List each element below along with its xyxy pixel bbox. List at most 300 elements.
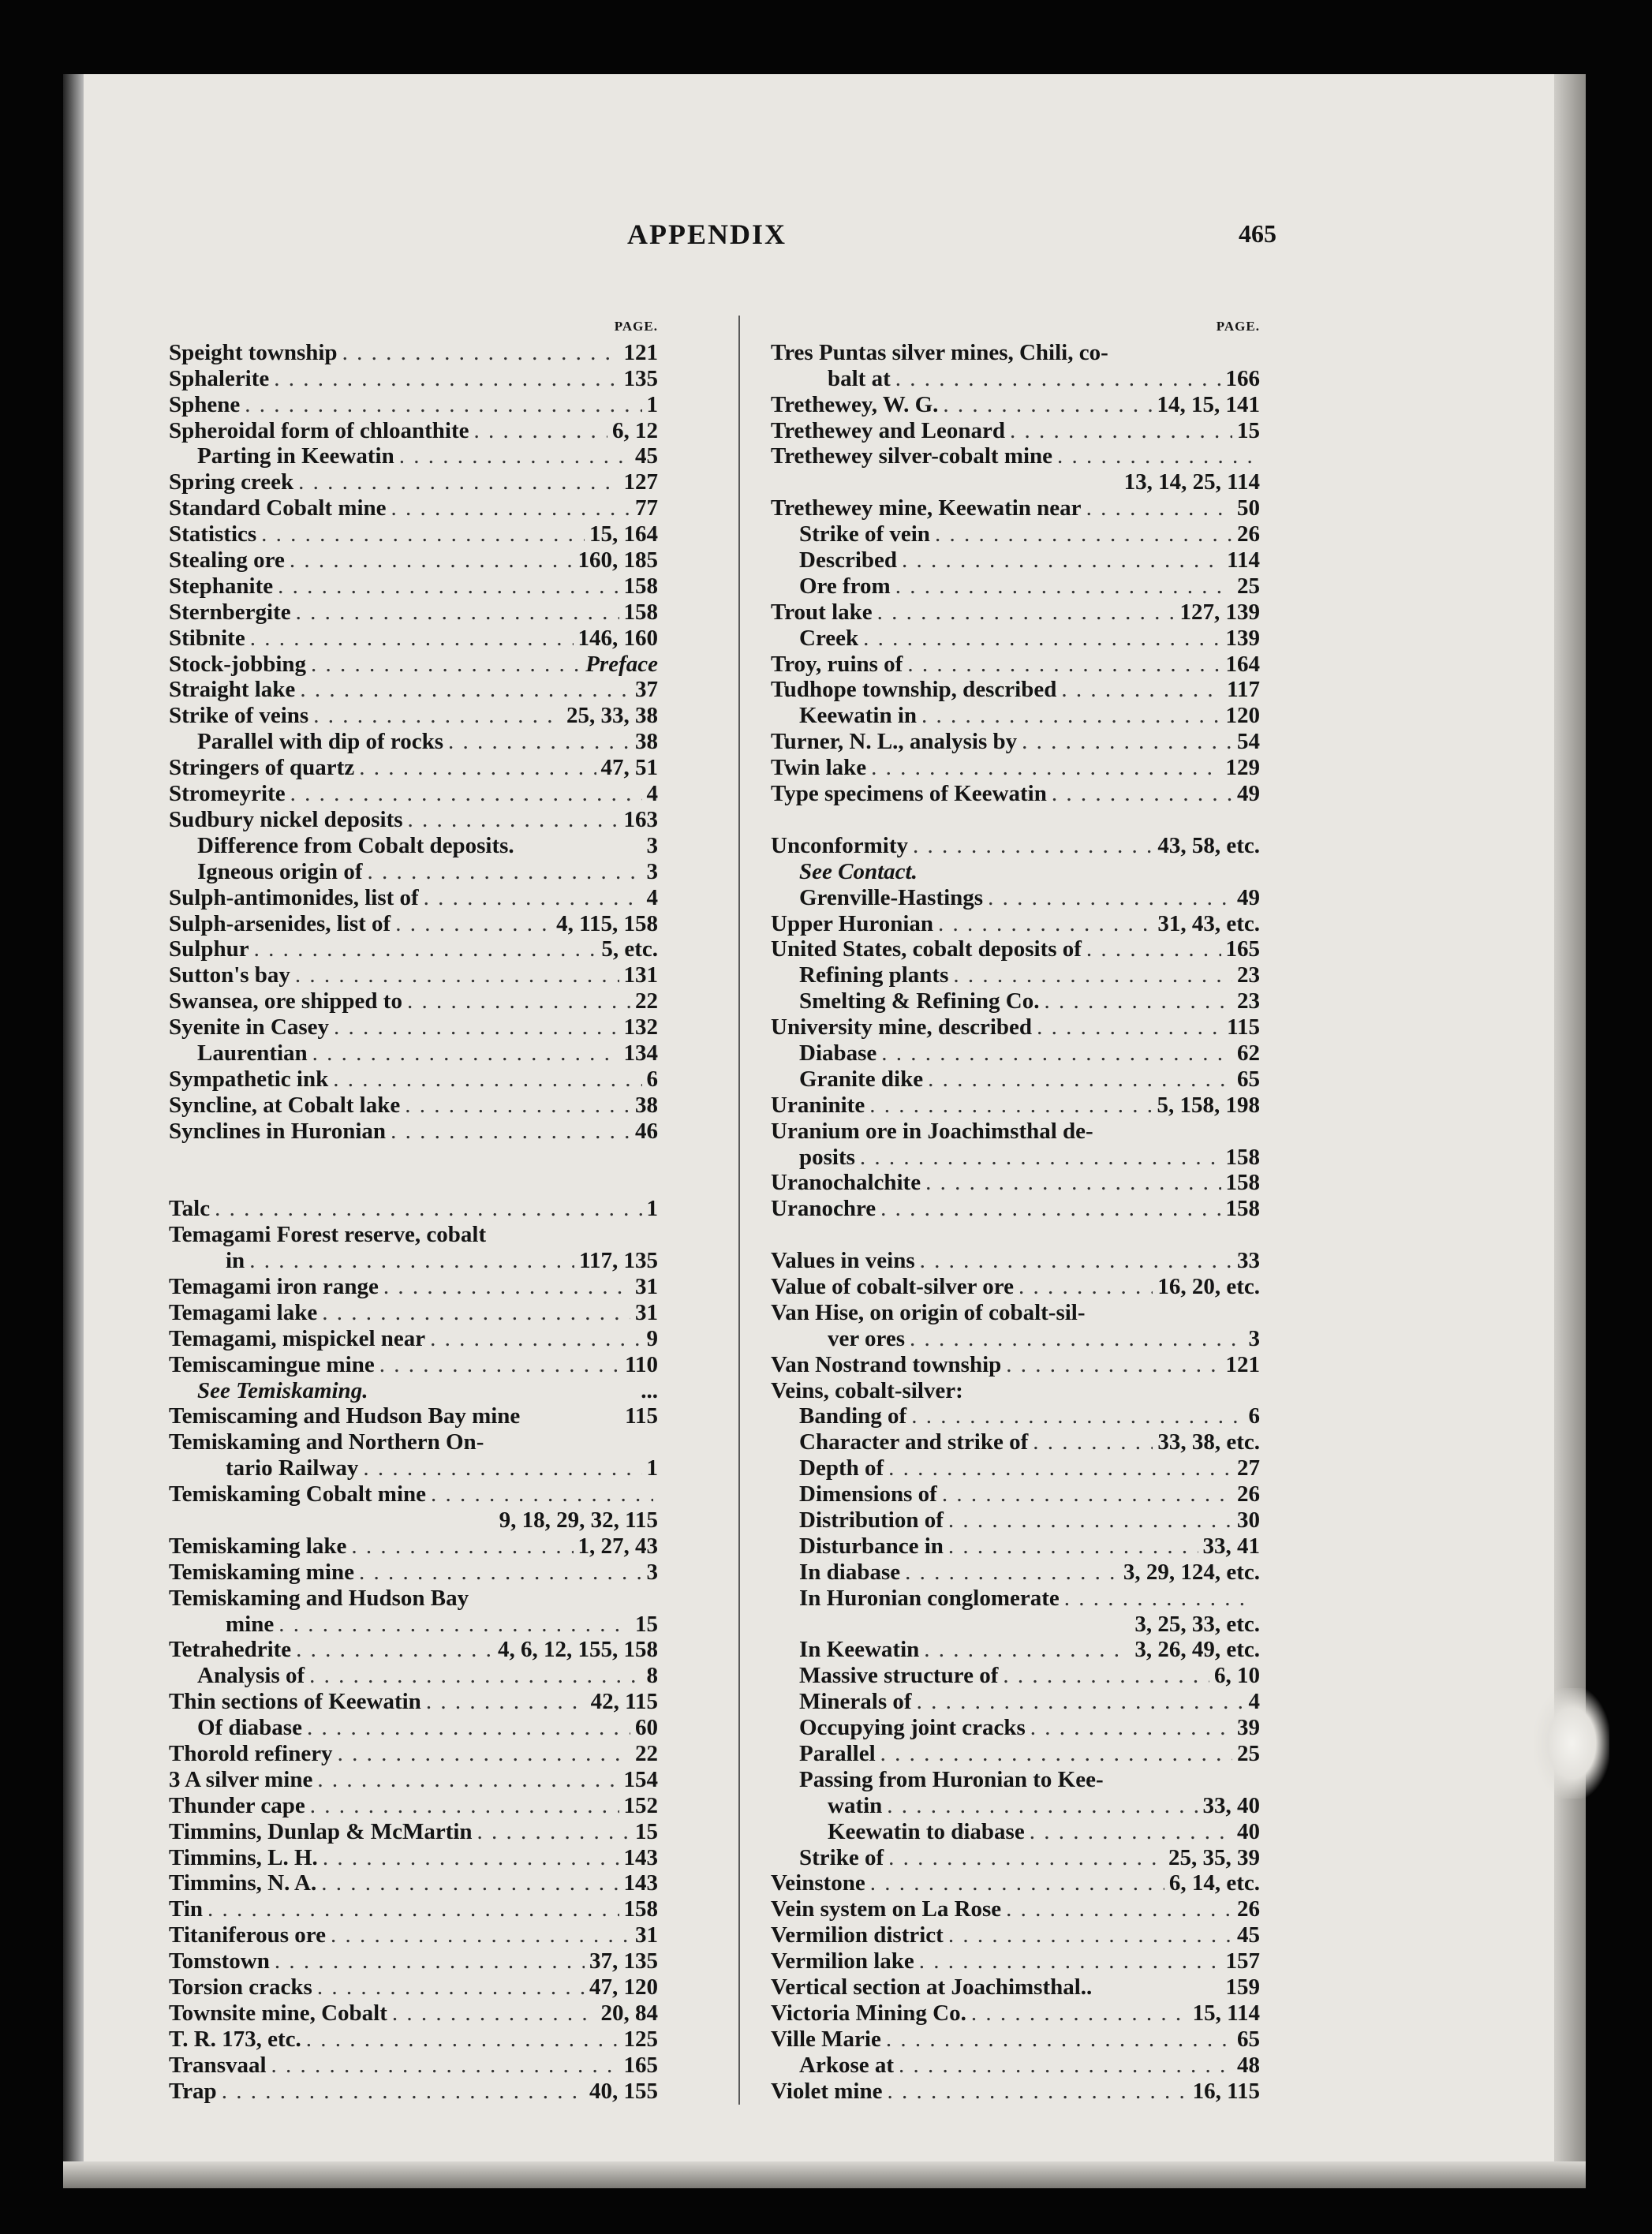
- index-subentry: [771, 1741, 1260, 1767]
- index-entry: [169, 1222, 658, 1248]
- index-page-numbers: 40, 155: [589, 2078, 658, 2104]
- dot-leader: [870, 1870, 1164, 1896]
- index-term: Stealing ore: [169, 547, 285, 573]
- dot-leader: [1033, 1429, 1153, 1455]
- index-term: Banding of: [799, 1403, 907, 1429]
- index-entry: [771, 392, 1260, 418]
- index-entry: [169, 1689, 658, 1715]
- index-page-numbers: 26: [1237, 1481, 1260, 1507]
- dot-leader: [321, 1870, 619, 1896]
- index-page-numbers: 3: [646, 1559, 658, 1585]
- index-subentry: [771, 1637, 1260, 1663]
- dot-leader: [911, 1403, 1243, 1429]
- index-entry: [169, 1845, 658, 1871]
- dot-leader: [331, 1922, 630, 1948]
- dot-leader: [1045, 988, 1233, 1014]
- dot-leader: [430, 1326, 641, 1352]
- dot-leader: [222, 2079, 585, 2105]
- dot-leader: [895, 366, 1221, 392]
- dot-leader: [877, 600, 1175, 626]
- dot-leader: [312, 1040, 619, 1067]
- dot-leader: [298, 469, 619, 495]
- index-term: Described: [799, 547, 898, 573]
- index-entry: [771, 443, 1260, 469]
- index-subentry: [771, 1560, 1260, 1586]
- dot-leader: [317, 1767, 619, 1793]
- dot-leader: [379, 1352, 620, 1378]
- index-subentry: [771, 1455, 1260, 1481]
- index-term: Keewatin to diabase: [828, 1818, 1025, 1844]
- index-entry: [771, 1170, 1260, 1196]
- index-entry: [169, 573, 658, 600]
- index-term: Tin: [169, 1896, 204, 1922]
- index-page-numbers: 4, 115, 158: [556, 910, 658, 936]
- index-term: Igneous origin of: [197, 858, 363, 884]
- index-term: In Huronian conglomerate: [799, 1585, 1060, 1611]
- index-subentry: [771, 1326, 1260, 1352]
- index-page-numbers: 158: [623, 573, 658, 599]
- index-entry: [169, 1741, 658, 1767]
- index-page-numbers: ...: [641, 1377, 658, 1403]
- index-term: Stephanite: [169, 573, 274, 599]
- dot-leader: [921, 703, 1220, 729]
- index-page-numbers: 127: [623, 469, 658, 495]
- index-term: Temagami iron range: [169, 1273, 379, 1299]
- index-entry: [169, 1534, 658, 1560]
- dot-leader: [311, 652, 581, 678]
- index-term: Unconformity: [771, 832, 908, 858]
- index-term: Sphene: [169, 391, 241, 417]
- index-entry: [169, 652, 658, 678]
- index-entry: [771, 2027, 1260, 2053]
- dot-leader: [290, 547, 574, 573]
- dot-leader: [928, 1067, 1232, 1093]
- index-subentry: [771, 1481, 1260, 1507]
- index-term: Veins, cobalt-silver:: [771, 1377, 963, 1403]
- index-subentry: [169, 1663, 658, 1689]
- index-term: Distribution of: [799, 1507, 944, 1533]
- index-page-numbers: 4, 6, 12, 155, 158: [498, 1637, 658, 1663]
- index-term: Type specimens of Keewatin: [771, 781, 1047, 807]
- index-entry: [169, 1560, 658, 1586]
- index-term: In Keewatin: [799, 1637, 920, 1663]
- index-column-right: [771, 314, 1260, 2104]
- index-term: Laurentian: [197, 1040, 308, 1066]
- index-entry-page-continuation: 13, 14, 25, 114: [1123, 469, 1260, 495]
- index-term: United States, cobalt deposits of: [771, 936, 1082, 962]
- dot-leader: [948, 1534, 1198, 1560]
- dot-leader: [392, 2001, 596, 2027]
- dot-leader: [448, 729, 630, 755]
- index-page-numbers: 30: [1237, 1507, 1260, 1533]
- index-page-numbers: 117, 135: [579, 1248, 658, 1274]
- dot-leader: [426, 1689, 586, 1715]
- index-term: Difference from Cobalt deposits.: [197, 832, 514, 858]
- index-subentry: [771, 1793, 1260, 1819]
- index-entry: [771, 2001, 1260, 2027]
- index-page-numbers: 43, 58, etc.: [1157, 832, 1260, 858]
- dot-leader: [278, 573, 619, 600]
- index-term: Uranochalchite: [771, 1170, 921, 1196]
- index-subentry: [771, 1040, 1260, 1067]
- index-page-numbers: 33, 40: [1202, 1792, 1260, 1818]
- index-term: Sphalerite: [169, 365, 270, 391]
- dot-leader: [943, 392, 1152, 418]
- index-page-numbers: 3: [646, 858, 658, 884]
- dot-leader: [290, 781, 642, 807]
- index-page-numbers: 22: [635, 1741, 658, 1766]
- dot-leader: [408, 807, 619, 833]
- index-entry: [169, 703, 658, 729]
- index-page-numbers: 9: [646, 1325, 658, 1351]
- index-entry: [771, 600, 1260, 626]
- index-entry: [169, 2001, 658, 2027]
- index-column-left: [169, 314, 658, 2104]
- index-term: Twin lake: [771, 755, 867, 781]
- index-term: Temiskaming mine: [169, 1559, 354, 1585]
- index-term: Violet mine: [771, 2078, 883, 2104]
- index-term: See Contact.: [799, 858, 918, 884]
- index-page-numbers: 114: [1227, 547, 1260, 573]
- dot-leader: [1086, 495, 1232, 521]
- index-term: Stromeyrite: [169, 781, 286, 807]
- dot-leader: [278, 1612, 630, 1638]
- index-page-numbers: 157: [1225, 1948, 1260, 1974]
- dot-leader: [953, 962, 1232, 988]
- index-subentry: [771, 1067, 1260, 1093]
- index-term: Of diabase: [197, 1715, 302, 1741]
- index-term: Tudhope township, described: [771, 677, 1057, 703]
- index-entry: [169, 1274, 658, 1300]
- index-entry: [771, 1119, 1260, 1145]
- index-entry: [169, 2027, 658, 2053]
- column-divider: [738, 316, 740, 2105]
- index-subentry: [771, 988, 1260, 1014]
- dot-leader: [207, 1896, 619, 1922]
- index-entry: [169, 1196, 658, 1222]
- index-subentry: [771, 2053, 1260, 2079]
- index-page-numbers: 3: [646, 832, 658, 858]
- dot-leader: [1018, 1274, 1153, 1300]
- index-term: Temagami lake: [169, 1299, 318, 1325]
- index-page-numbers: 15: [635, 1611, 658, 1637]
- index-page-numbers: 131: [623, 962, 658, 988]
- index-page-numbers: 46: [635, 1118, 658, 1144]
- index-term: Straight lake: [169, 677, 296, 703]
- index-page-numbers: 8: [646, 1663, 658, 1689]
- index-term: balt at: [828, 365, 891, 391]
- index-term: Arkose at: [799, 2052, 895, 2078]
- dot-leader: [886, 2027, 1232, 2053]
- dot-leader: [1010, 418, 1232, 444]
- index-page-numbers: 47, 120: [589, 1974, 658, 2001]
- index-page-numbers: 146, 160: [577, 625, 658, 651]
- dot-leader: [317, 1974, 585, 2001]
- index-page-numbers: 20, 84: [600, 2000, 658, 2026]
- index-page-numbers: 4: [646, 781, 658, 807]
- index-entry: [169, 1093, 658, 1119]
- index-page-numbers: 110: [625, 1351, 658, 1377]
- dot-leader: [948, 1922, 1232, 1948]
- dot-leader: [938, 911, 1153, 937]
- index-entry: [169, 1793, 658, 1819]
- dot-leader: [245, 392, 641, 418]
- index-page-numbers: 6, 14, etc.: [1168, 1870, 1260, 1896]
- index-subentry: [169, 859, 658, 885]
- index-term: Uraninite: [771, 1092, 865, 1118]
- index-term: Temiskaming lake: [169, 1533, 347, 1559]
- index-term: Trap: [169, 2078, 217, 2104]
- index-subentry: [771, 366, 1260, 392]
- dot-leader: [913, 833, 1153, 859]
- page-edge-bottom: [63, 2161, 1586, 2188]
- index-page-numbers: 143: [623, 1870, 658, 1896]
- index-page-numbers: 31: [635, 1273, 658, 1299]
- index-page-numbers: 143: [623, 1844, 658, 1870]
- index-page-numbers: 39: [1237, 1715, 1260, 1741]
- index-term: Talc: [169, 1196, 211, 1222]
- index-term: Strike of vein: [799, 521, 930, 547]
- index-term: Stock-jobbing: [169, 651, 307, 677]
- index-term: Upper Huronian: [771, 910, 934, 936]
- dot-leader: [880, 1196, 1220, 1222]
- index-page-numbers: 129: [1225, 755, 1260, 781]
- dot-leader: [310, 1793, 619, 1819]
- dot-leader: [971, 2001, 1188, 2027]
- index-entry: [169, 988, 658, 1014]
- index-entry: [169, 1326, 658, 1352]
- index-entry: [169, 1119, 658, 1145]
- index-entry: [771, 1014, 1260, 1040]
- index-term: watin: [828, 1792, 883, 1818]
- index-page-numbers: 25: [1237, 1741, 1260, 1766]
- dot-leader: [863, 626, 1220, 652]
- index-entry: [169, 366, 658, 392]
- dot-leader: [888, 1845, 1164, 1871]
- index-page-numbers: 37, 135: [589, 1948, 658, 1974]
- index-page-numbers: 45: [635, 443, 658, 469]
- dot-leader: [333, 1067, 641, 1093]
- dot-leader: [919, 1948, 1221, 1974]
- index-page-numbers: 65: [1237, 2026, 1260, 2052]
- index-page-numbers: 23: [1237, 962, 1260, 988]
- index-page-numbers: 50: [1237, 495, 1260, 521]
- index-entry: [771, 1922, 1260, 1948]
- index-page-numbers: 60: [635, 1715, 658, 1741]
- index-spacer: [771, 1222, 1260, 1248]
- index-term: Temiscamingue mine: [169, 1351, 375, 1377]
- index-term: See Temiskaming.: [197, 1377, 368, 1403]
- index-page-numbers: 45: [1237, 1922, 1260, 1948]
- index-subentry: [771, 547, 1260, 573]
- index-entry-page-continuation: 3, 25, 33, etc.: [1134, 1611, 1260, 1637]
- dot-leader: [383, 1274, 630, 1300]
- index-page-numbers: 38: [635, 1092, 658, 1118]
- index-entry: [771, 1378, 1260, 1404]
- index-entry: [771, 1974, 1260, 2001]
- index-page-numbers: 6: [1248, 1403, 1260, 1429]
- index-term: Townsite mine, Cobalt: [169, 2000, 387, 2026]
- dot-leader: [391, 495, 630, 521]
- index-spacer: [169, 1170, 658, 1196]
- index-page-numbers: 154: [623, 1766, 658, 1792]
- index-entry: [169, 1352, 658, 1378]
- index-term: Trout lake: [771, 599, 873, 625]
- index-term: Statistics: [169, 521, 257, 547]
- index-page-numbers: 152: [623, 1792, 658, 1818]
- index-page-numbers: 22: [635, 988, 658, 1014]
- index-term: Sulphur: [169, 936, 249, 962]
- index-subentry: [771, 1819, 1260, 1845]
- index-term: Refining plants: [799, 962, 949, 988]
- dot-leader: [323, 1845, 619, 1871]
- dot-leader: [295, 962, 619, 988]
- dot-leader: [924, 1637, 1130, 1663]
- dot-leader: [391, 1119, 630, 1145]
- index-term: Grenville-Hastings: [799, 884, 984, 910]
- dot-leader: [881, 1040, 1232, 1067]
- index-page-numbers: 159: [1225, 1974, 1260, 2001]
- index-term: Disturbance in: [799, 1533, 944, 1559]
- dot-leader: [871, 755, 1220, 781]
- index-page-numbers: 15, 114: [1192, 2000, 1260, 2026]
- index-page-numbers: 1: [646, 1455, 658, 1481]
- dot-leader: [935, 521, 1232, 547]
- index-page-numbers: 121: [1225, 1351, 1260, 1377]
- index-entry: [169, 626, 658, 652]
- dot-leader: [351, 1534, 573, 1560]
- index-subentry: [771, 521, 1260, 547]
- index-entry: [771, 1248, 1260, 1274]
- index-term: Temagami Forest reserve, cobalt: [169, 1222, 487, 1248]
- index-entry: [771, 418, 1260, 444]
- index-term: Parallel: [799, 1741, 876, 1766]
- dot-leader: [942, 1481, 1232, 1507]
- dot-leader: [899, 2053, 1232, 2079]
- index-entry: [169, 418, 658, 444]
- index-term: Ore from: [799, 573, 891, 599]
- dot-leader: [342, 340, 619, 366]
- index-term: Trethewey silver-cobalt mine: [771, 443, 1053, 469]
- index-entry: [169, 1014, 658, 1040]
- index-term: Vein system on La Rose: [771, 1896, 1002, 1922]
- index-entry: [771, 677, 1260, 703]
- index-subentry: [771, 1715, 1260, 1741]
- index-page-numbers: 16, 115: [1192, 2078, 1260, 2104]
- index-term: Swansea, ore shipped to: [169, 988, 402, 1014]
- index-entry: [169, 521, 658, 547]
- dot-leader: [254, 936, 597, 962]
- index-entry: [169, 962, 658, 988]
- index-page-numbers: 5, etc.: [601, 936, 658, 962]
- index-page-numbers: 47, 51: [600, 755, 658, 781]
- index-entry: [771, 729, 1260, 755]
- dot-leader: [399, 443, 630, 469]
- index-term: Temiscaming and Hudson Bay mine: [169, 1403, 521, 1429]
- index-subentry: [169, 1715, 658, 1741]
- dot-leader: [405, 1093, 630, 1119]
- index-term: Diabase: [799, 1040, 877, 1066]
- dot-leader: [363, 1455, 641, 1481]
- index-term: Parallel with dip of rocks: [197, 729, 444, 755]
- index-subentry: [169, 443, 658, 469]
- dot-leader: [1030, 1819, 1232, 1845]
- index-entry: [169, 2053, 658, 2079]
- index-term: Uranochre: [771, 1196, 876, 1222]
- dot-leader: [296, 1637, 493, 1663]
- index-page-numbers: 23: [1237, 988, 1260, 1014]
- index-entry: [169, 547, 658, 573]
- index-page-numbers: 4: [646, 884, 658, 910]
- index-page-numbers: 158: [1225, 1144, 1260, 1170]
- index-term: Depth of: [799, 1455, 884, 1481]
- index-page-numbers: 158: [1225, 1196, 1260, 1222]
- index-subentry: [169, 833, 658, 859]
- index-entry: [169, 1974, 658, 2001]
- index-page-numbers: 49: [1237, 781, 1260, 807]
- index-term: Occupying joint cracks: [799, 1715, 1026, 1741]
- index-subentry: [169, 1378, 658, 1404]
- index-term: Syncline, at Cobalt lake: [169, 1092, 401, 1118]
- index-page-numbers: 165: [623, 2052, 658, 2078]
- index-entry: [169, 392, 658, 418]
- index-entry: [169, 1767, 658, 1793]
- index-term: mine: [226, 1611, 275, 1637]
- index-page-numbers: 117: [1227, 677, 1260, 703]
- index-page-numbers: 125: [623, 2026, 658, 2052]
- index-term: Timmins, L. H.: [169, 1844, 318, 1870]
- index-page-numbers: 31: [635, 1299, 658, 1325]
- index-page-numbers: 1: [646, 391, 658, 417]
- dot-leader: [1030, 1715, 1232, 1741]
- index-term: Transvaal: [169, 2052, 267, 2078]
- index-page-numbers: 6, 10: [1214, 1663, 1260, 1689]
- index-term: ver ores: [828, 1325, 905, 1351]
- index-term: Van Hise, on origin of cobalt-sil-: [771, 1299, 1086, 1325]
- index-page-numbers: 3, 26, 49, etc.: [1134, 1637, 1260, 1663]
- index-page-numbers: 33: [1237, 1248, 1260, 1274]
- dot-leader: [1086, 936, 1221, 962]
- index-page-numbers: 158: [623, 1896, 658, 1922]
- index-term: Spheroidal form of chloanthite: [169, 417, 469, 443]
- dot-leader: [1006, 1896, 1232, 1922]
- index-subentry: [771, 859, 1260, 885]
- index-page-numbers: 15: [635, 1818, 658, 1844]
- index-entry-page-continuation: 9, 18, 29, 32, 115: [499, 1507, 658, 1533]
- dot-leader: [902, 547, 1222, 573]
- dot-leader: [338, 1741, 630, 1767]
- index-term: Thorold refinery: [169, 1741, 333, 1766]
- index-page-numbers: 25: [1237, 573, 1260, 599]
- dot-leader: [271, 2053, 619, 2079]
- index-subentry: [771, 626, 1260, 652]
- index-spacer: [169, 1145, 658, 1171]
- index-page-numbers: 48: [1237, 2052, 1260, 2078]
- dot-leader: [1006, 1352, 1220, 1378]
- index-page-numbers: 115: [1227, 1014, 1260, 1040]
- index-term: Value of cobalt-silver ore: [771, 1273, 1014, 1299]
- page-number: 465: [1239, 219, 1276, 248]
- index-term: Syenite in Casey: [169, 1014, 329, 1040]
- index-page-numbers: 163: [623, 806, 658, 832]
- index-entry: [169, 1637, 658, 1663]
- dot-leader: [860, 1145, 1221, 1171]
- index-term: Stibnite: [169, 625, 245, 651]
- dot-leader: [887, 1793, 1198, 1819]
- page-edge-right: [1554, 74, 1586, 2188]
- dot-leader: [925, 1170, 1220, 1196]
- index-subentry: [771, 1845, 1260, 1871]
